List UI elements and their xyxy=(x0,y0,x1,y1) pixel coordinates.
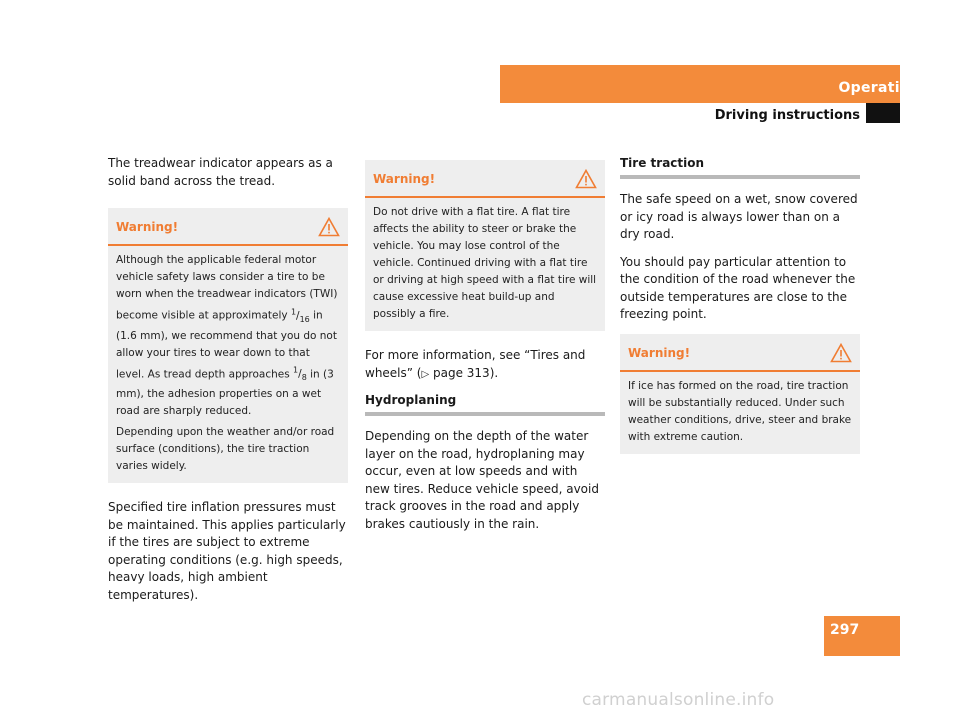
paragraph: You should pay particular attention to the condition of the road whenever the outside temperatures are close to the freezing point. xyxy=(620,254,856,321)
warning-header xyxy=(365,160,605,198)
paragraph: Depending on the depth of the water layer on the road, hydroplaning may occur, even at low speeds and with new tires. Reduce vehicle speed, avoid track grooves in the road and apply brakes cautiously in the rain. xyxy=(365,429,599,531)
warning-box xyxy=(108,208,348,483)
watermark: carmanualsonline.info xyxy=(582,690,775,710)
warning-box xyxy=(620,334,860,454)
warning-text: If ice has formed on the road, tire traction will be substantially reduced. Under such weather conditions, drive, steer and brake with extreme caution. xyxy=(628,379,852,443)
warning-triangle-icon xyxy=(575,169,597,189)
warning-title: Warning! xyxy=(628,345,691,360)
warning-header xyxy=(620,334,860,372)
warning-box xyxy=(365,160,605,331)
warning-text: Do not drive with a flat tire. A flat tire affects the ability to steer or brake the vehicle. You may lose control of the vehicle. Continued driving with a flat tire or driving at high speed with a flat tire will cause excessive heat build-up and possibly a fire. xyxy=(373,206,597,320)
section-heading: Hydroplaning xyxy=(365,393,605,416)
paragraph: Specified tire inflation pressures must be maintained. This applies particularly if the tires are subject to extreme operating conditions (e.g. high speeds, heavy loads, high ambient temperatures). xyxy=(108,500,346,602)
column-left xyxy=(108,155,348,614)
warning-text: Depending upon the weather and/or road surface (conditions), the tire traction varies widely. xyxy=(116,426,335,473)
page-reference-link[interactable]: page 313). xyxy=(429,365,499,380)
fraction-one-sixteenth: $^1/_{16}$ xyxy=(290,307,310,324)
warning-triangle-icon xyxy=(830,343,852,363)
warning-triangle-icon xyxy=(318,217,340,237)
column-middle xyxy=(365,160,605,543)
paragraph: The safe speed on a wet, snow covered or icy road is always lower than on a dry road. xyxy=(620,192,858,241)
section-heading: Tire traction xyxy=(620,156,860,179)
warning-title: Warning! xyxy=(116,220,179,234)
fraction-one-eighth: $^1/_8$ xyxy=(293,365,307,383)
paragraph: The treadwear indicator appears as a solid band across the tread. xyxy=(108,156,333,188)
section-title: Operation xyxy=(838,80,920,96)
header-marker xyxy=(866,103,900,123)
warning-title: Warning! xyxy=(373,172,436,186)
subsection-title: Driving instructions xyxy=(714,108,860,123)
page-number: 297 xyxy=(830,622,860,638)
warning-text: Although the applicable federal motor vehicle safety laws consider a tire to be worn when the treadwear indicators (TWI) become visible at approximately $^1/_{16}$ in (1.6 mm), we recommend that you do not allow your tires to wear down to that level. As tread depth approaches $^1/_8$ in (3 mm), the adhesion properties on a wet road are sharply reduced. xyxy=(116,254,338,418)
warning-header xyxy=(108,208,348,246)
column-right xyxy=(620,156,860,470)
paragraph-reference: For more information, see “Tires and wheels” (▷ page 313). xyxy=(365,348,586,380)
page-reference-arrow-icon: ▷ xyxy=(421,368,430,380)
